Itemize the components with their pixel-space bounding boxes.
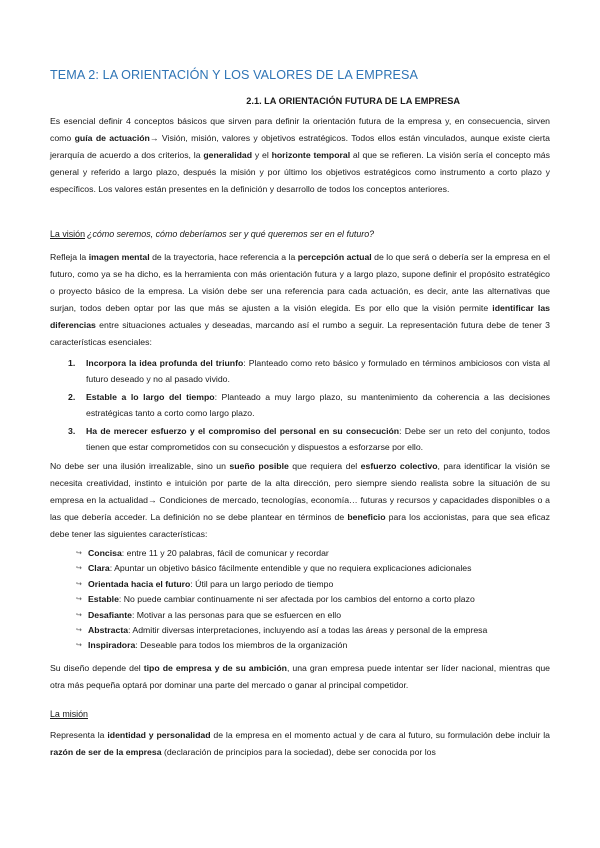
arrow-bullet-icon: ↪ [76,565,82,573]
vision-paragraph-2: No debe ser una ilusión irrealizable, sino un sueño posible que requiera del esfuerzo colectivo, para identificar la visión se necesita creatividad, instinto e intuición por parte de la alta dirección, pero siempre siendo realista sobre la situación de su empresa en la actualidad→ Condiciones de mercado, tecnologías, economía… futuras y recursos y capacidades disponibles o a las que debería acceder. La definición no se debe plantear en términos de beneficio para los accionistas, para que sea eficaz debe tener las siguientes características: [50,461,550,539]
list-item: 2. Estable a lo largo del tiempo: Planteado a muy largo plazo, su mantenimiento da coherencia a las decisiones estratégicas tanto a corto como largo plazo. [68,392,550,418]
arrow-bullet-icon: ↪ [76,642,82,650]
arrow-bullet-icon: ↪ [76,596,82,604]
arrow-bullet-icon: ↪ [76,611,82,619]
list-item: 1. Incorpora la idea profunda del triunfo: Planteado como reto básico y formulado en términos ambiciosos con vista al futuro deseado y no al pasado vivido. [68,358,550,384]
vision-paragraph-1: Refleja la imagen mental de la trayectoria, hace referencia a la percepción actual de lo que será o debería ser la empresa en el futuro, como ya se ha dicho, es la herramienta con más orientación futura y a largo plazo, supone definir el propósito estratégico o proyecto básico de la empresa. La visión debe ser una referencia para cada actuación, es decir, ante las alternativas que surjan, todos deben optar por las que más se ajusten a la visión elegida. Es por ello que la visión permite identificar las diferencias entre situaciones actuales y deseadas, marcando así el rumbo a seguir. La representación futura debe de tener 3 características esenciales: [50,252,550,347]
list-item: 3. Ha de merecer esfuerzo y el compromiso del personal en su consecución: Debe ser un reto del conjunto, todos tienen que estar comprometidos con su consecución y dispuestos a esforzarse por ello. [68,426,550,452]
vision-paragraph-3: Su diseño depende del tipo de empresa y de su ambición, una gran empresa puede intentar ser líder nacional, mientras que otra más pequeña optará por dominar una parte del mercado o ganar al principal competidor. [50,663,550,690]
arrow-bullet-icon: ↪ [76,550,82,557]
page-title: TEMA 2: LA ORIENTACIÓN Y LOS VALORES DE LA EMPRESA [50,68,419,82]
list-item: ↪ Abstracta: Admitir diversas interpretaciones, incluyendo así a todas las áreas y personal de la empresa [76,623,550,638]
mision-paragraph-1: Representa la identidad y personalidad de la empresa en el momento actual y de cara al futuro, su formulación debe incluir la razón de ser de la empresa (declaración de principios para la sociedad), debe ser conocida por los [50,730,550,757]
vision-question: ¿cómo seremos, cómo deberíamos ser y qué queremos ser en el futuro? [87,229,375,239]
list-item: ↪ Inspiradora: Deseable para todos los miembros de la organización [76,638,550,653]
list-item: ↪ Orientada hacia el futuro: Útil para un largo periodo de tiempo [76,577,550,592]
list-item: ↪ Clara: Apuntar un objetivo básico fácilmente entendible y que no requiera explicaciones adicionales [76,561,550,576]
vision-properties-list [76,546,550,654]
list-item: ↪ Estable: No puede cambiar continuamente ni ser afectada por los cambios del entorno a corto plazo [76,592,550,607]
intro-paragraph: Es esencial definir 4 conceptos básicos que sirven para definir la orientación futura de la empresa y, en consecuencia, sirven como guía de actuación→ Visión, misión, valores y objetivos estratégicos. Todos ellos están vinculados, aunque existe cierta jerarquía de acuerdo a dos criterios, la generalidad y el horizonte temporal al que se refieren. La visión sería el concepto más general y referido a largo plazo, después la misión y por último los objetivos estratégicos como instrumento a corto plazo y específicos. Los valores están presentes en la definición y desarrollo de todos los conceptos anteriores. [50,116,550,194]
section-subtitle: 2.1. LA ORIENTACIÓN FUTURA DE LA EMPRESA [246,96,460,106]
list-item: ↪ Desafiante: Motivar a las personas para que se esfuercen en ello [76,608,550,623]
vision-heading: La visión ¿cómo seremos, cómo deberíamos ser y qué queremos ser en el futuro? [50,229,375,239]
list-item: ↪ Concisa: entre 11 y 20 palabras, fácil de comunicar y recordar [76,546,550,561]
mision-heading: La misión [50,709,88,719]
vision-characteristics-list [68,356,550,458]
arrow-bullet-icon: ↪ [76,580,82,588]
arrow-bullet-icon: ↪ [76,627,82,635]
